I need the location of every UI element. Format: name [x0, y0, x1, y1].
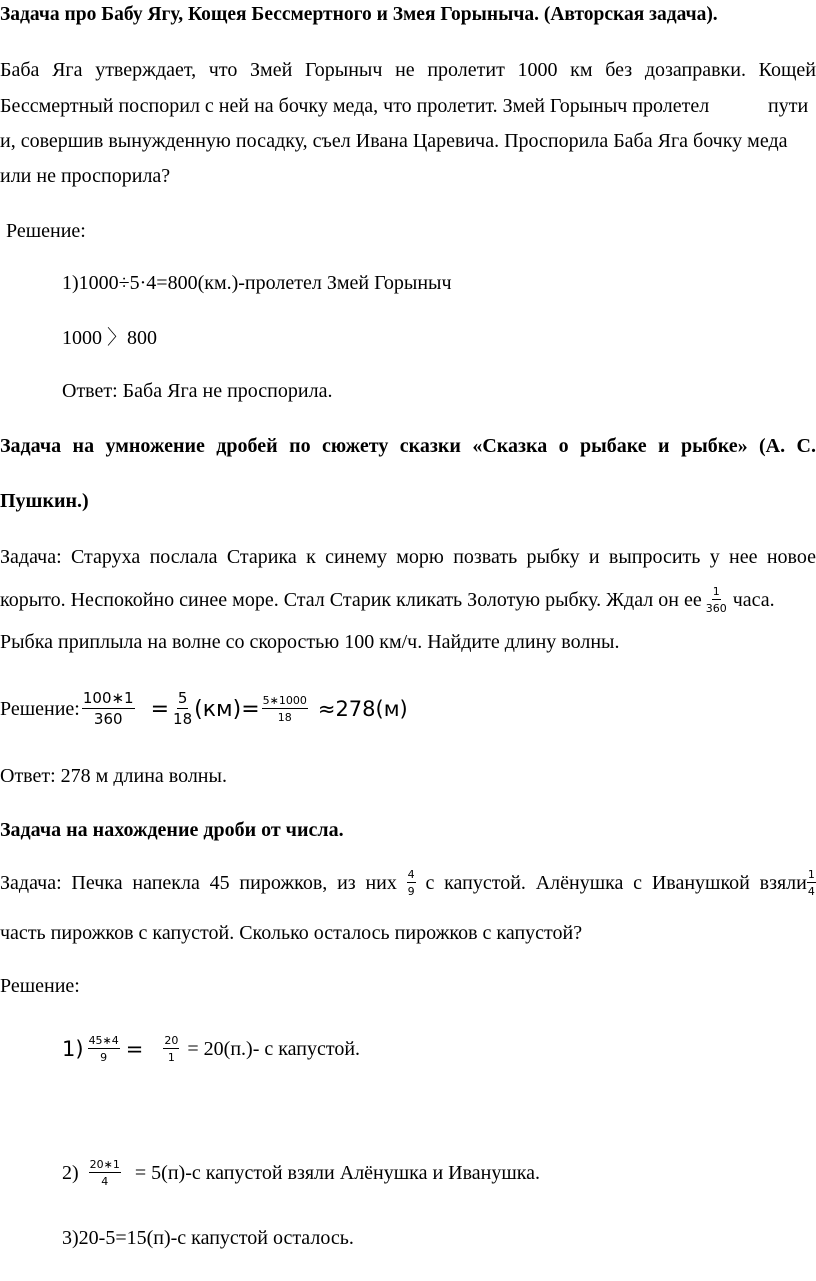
fraction-numerator: 1 — [712, 585, 720, 598]
word: и — [658, 435, 670, 457]
word: Старуха — [70, 546, 141, 568]
word: Баба — [0, 59, 40, 81]
fraction-5x1000-18 — [262, 695, 308, 723]
fraction-20-1 — [163, 1035, 179, 1063]
word: и — [588, 546, 600, 568]
task1-title: Задача про Бабу Ягу, Кощея Бессмертного и Змея Горыныча. (Авторская задача). — [0, 4, 718, 25]
fraction-numerator: 20 — [164, 1034, 179, 1047]
task2-line1 — [0, 547, 816, 567]
task3-solution-label: Решение: — [0, 975, 80, 997]
word: Яга — [52, 59, 83, 81]
word: капустой. — [444, 871, 526, 894]
word: км — [570, 59, 593, 81]
fraction-5-18 — [173, 691, 192, 727]
word: Задача: — [0, 546, 62, 568]
fraction-1-4 — [807, 869, 816, 897]
task3-line2: часть пирожков с капустой. Сколько осталось пирожков с капустой? — [0, 922, 583, 944]
word: напекла — [132, 871, 200, 894]
task2-line2 — [0, 578, 775, 622]
task2-solution-label: Решение: — [0, 697, 80, 720]
fraction-4-9 — [407, 869, 416, 897]
task2-answer: Ответ: 278 м длина волны. — [0, 765, 227, 787]
unit-km-equals: (км)= — [194, 696, 260, 722]
task2-title-line1 — [0, 436, 816, 456]
equals-sign: = — [150, 696, 170, 722]
task1-step1: 1)1000÷5·4=800(км.)-пролетел Змей Горыныч — [62, 272, 452, 294]
word: Горыныч — [304, 59, 383, 81]
fraction-denominator: 360 — [705, 602, 727, 615]
fraction-numerator: 5 — [177, 689, 188, 707]
fraction-numerator: 5∗1000 — [262, 694, 307, 707]
word: Старика — [226, 546, 297, 568]
word: послала — [149, 546, 218, 568]
word: дробей — [216, 435, 278, 457]
task1-line2-end: пути — [768, 95, 809, 117]
task1-solution-label: Решение: — [6, 220, 86, 242]
word: Печка — [71, 871, 123, 894]
word: них — [365, 871, 397, 894]
word: Змей — [250, 59, 293, 81]
fraction-denominator: 360 — [93, 710, 123, 728]
word: рыбку — [526, 546, 580, 568]
equals-sign: = — [125, 1037, 144, 1061]
fraction-denominator: 18 — [277, 711, 292, 724]
word: умножение — [105, 435, 205, 457]
word: синему — [325, 546, 387, 568]
task1-compare: 1000 〉800 — [62, 327, 157, 349]
fraction-denominator: 18 — [173, 710, 193, 728]
word: по — [289, 435, 311, 457]
word: сказки — [399, 435, 461, 457]
word: утверждает, — [95, 59, 197, 81]
word: Иванушкой — [651, 871, 750, 894]
word: нее — [729, 546, 758, 568]
fraction-numerator: 20∗1 — [89, 1158, 120, 1171]
word: у — [709, 546, 720, 568]
word: выпросить — [608, 546, 701, 568]
word: Алёнушка — [535, 871, 624, 894]
task1-line3: и, совершив вынужденную посадку, съел Ивана Царевича. Проспорила Баба Яга бочку меда — [0, 130, 788, 152]
word: (А. — [759, 435, 786, 457]
word: с — [425, 871, 435, 894]
step2-result: = 5(п)-с капустой взяли Алёнушка и Иванушка. — [134, 1161, 541, 1184]
fraction-numerator: 45∗4 — [88, 1034, 119, 1047]
task1-line1 — [0, 60, 816, 80]
task1-line4: или не проспорила? — [0, 165, 171, 187]
word: дозаправки. — [644, 59, 746, 81]
word: позвать — [453, 546, 518, 568]
word: Задача — [0, 435, 62, 457]
word: с — [633, 871, 643, 894]
task2-line3: Рыбка приплыла на волне со скоростью 100 км/ч. Найдите длину волны. — [0, 631, 620, 653]
word: рыбаке — [580, 435, 647, 457]
word: морю — [396, 546, 444, 568]
word: к — [306, 546, 316, 568]
fraction-denominator: 9 — [100, 1051, 108, 1064]
task2-line2-text: корыто. Неспокойно синее море. Стал Старик кликать Золотую рыбку. Ждал он ее — [0, 588, 702, 611]
word: что — [208, 59, 238, 81]
step-number: 2) — [62, 1161, 79, 1184]
word: рыбке» — [680, 435, 748, 457]
step1-result: = 20(п.)- с капустой. — [187, 1037, 361, 1060]
task3-title: Задача на нахождение дроби от числа. — [0, 819, 344, 841]
word: из — [337, 871, 356, 894]
fraction-numerator: 4 — [407, 868, 415, 881]
word: сюжету — [322, 435, 389, 457]
fraction-numerator: 1 — [807, 868, 815, 881]
word: на — [72, 435, 95, 457]
fraction-numerator: 100∗1 — [82, 689, 134, 707]
fraction-100x1-360 — [82, 691, 135, 727]
word: Кощей — [758, 59, 816, 81]
word: 45 — [209, 871, 230, 894]
task3-line1 — [0, 861, 816, 905]
fraction-denominator: 1 — [167, 1051, 175, 1064]
word: пирожков, — [239, 871, 328, 894]
task2-title-line2: Пушкин.) — [0, 490, 89, 512]
word: без — [605, 59, 633, 81]
task3-step3: 3)20-5=15(п)-с капустой осталось. — [62, 1227, 354, 1249]
word: пролетит — [427, 59, 505, 81]
word: взяли — [759, 871, 807, 894]
word: 1000 — [517, 59, 558, 81]
word: «Сказка — [472, 435, 548, 457]
fraction-denominator: 9 — [407, 885, 415, 898]
task3-step2 — [62, 1149, 540, 1197]
fraction-denominator: 4 — [807, 885, 815, 898]
word: Задача: — [0, 871, 62, 894]
task3-step1 — [62, 1025, 360, 1073]
fraction-1-360 — [706, 586, 727, 614]
fraction-20x1-4 — [89, 1159, 121, 1187]
word: о — [558, 435, 569, 457]
task1-line2: Бессмертный поспорил с ней на бочку меда, что пролетит. Змей Горыныч пролетел — [0, 95, 710, 117]
took-one-quarter — [760, 869, 816, 897]
fraction-45x4-9 — [88, 1035, 120, 1063]
word: С. — [796, 435, 816, 457]
result-278m: ≈278(м) — [317, 697, 408, 721]
task1-answer: Ответ: Баба Яга не проспорила. — [62, 380, 333, 402]
task2-line2-end: часа. — [732, 588, 775, 611]
word: новое — [766, 546, 816, 568]
fraction-denominator: 4 — [101, 1175, 109, 1188]
task2-solution — [0, 680, 408, 738]
step-number: 1) — [62, 1037, 84, 1061]
word: не — [395, 59, 415, 81]
